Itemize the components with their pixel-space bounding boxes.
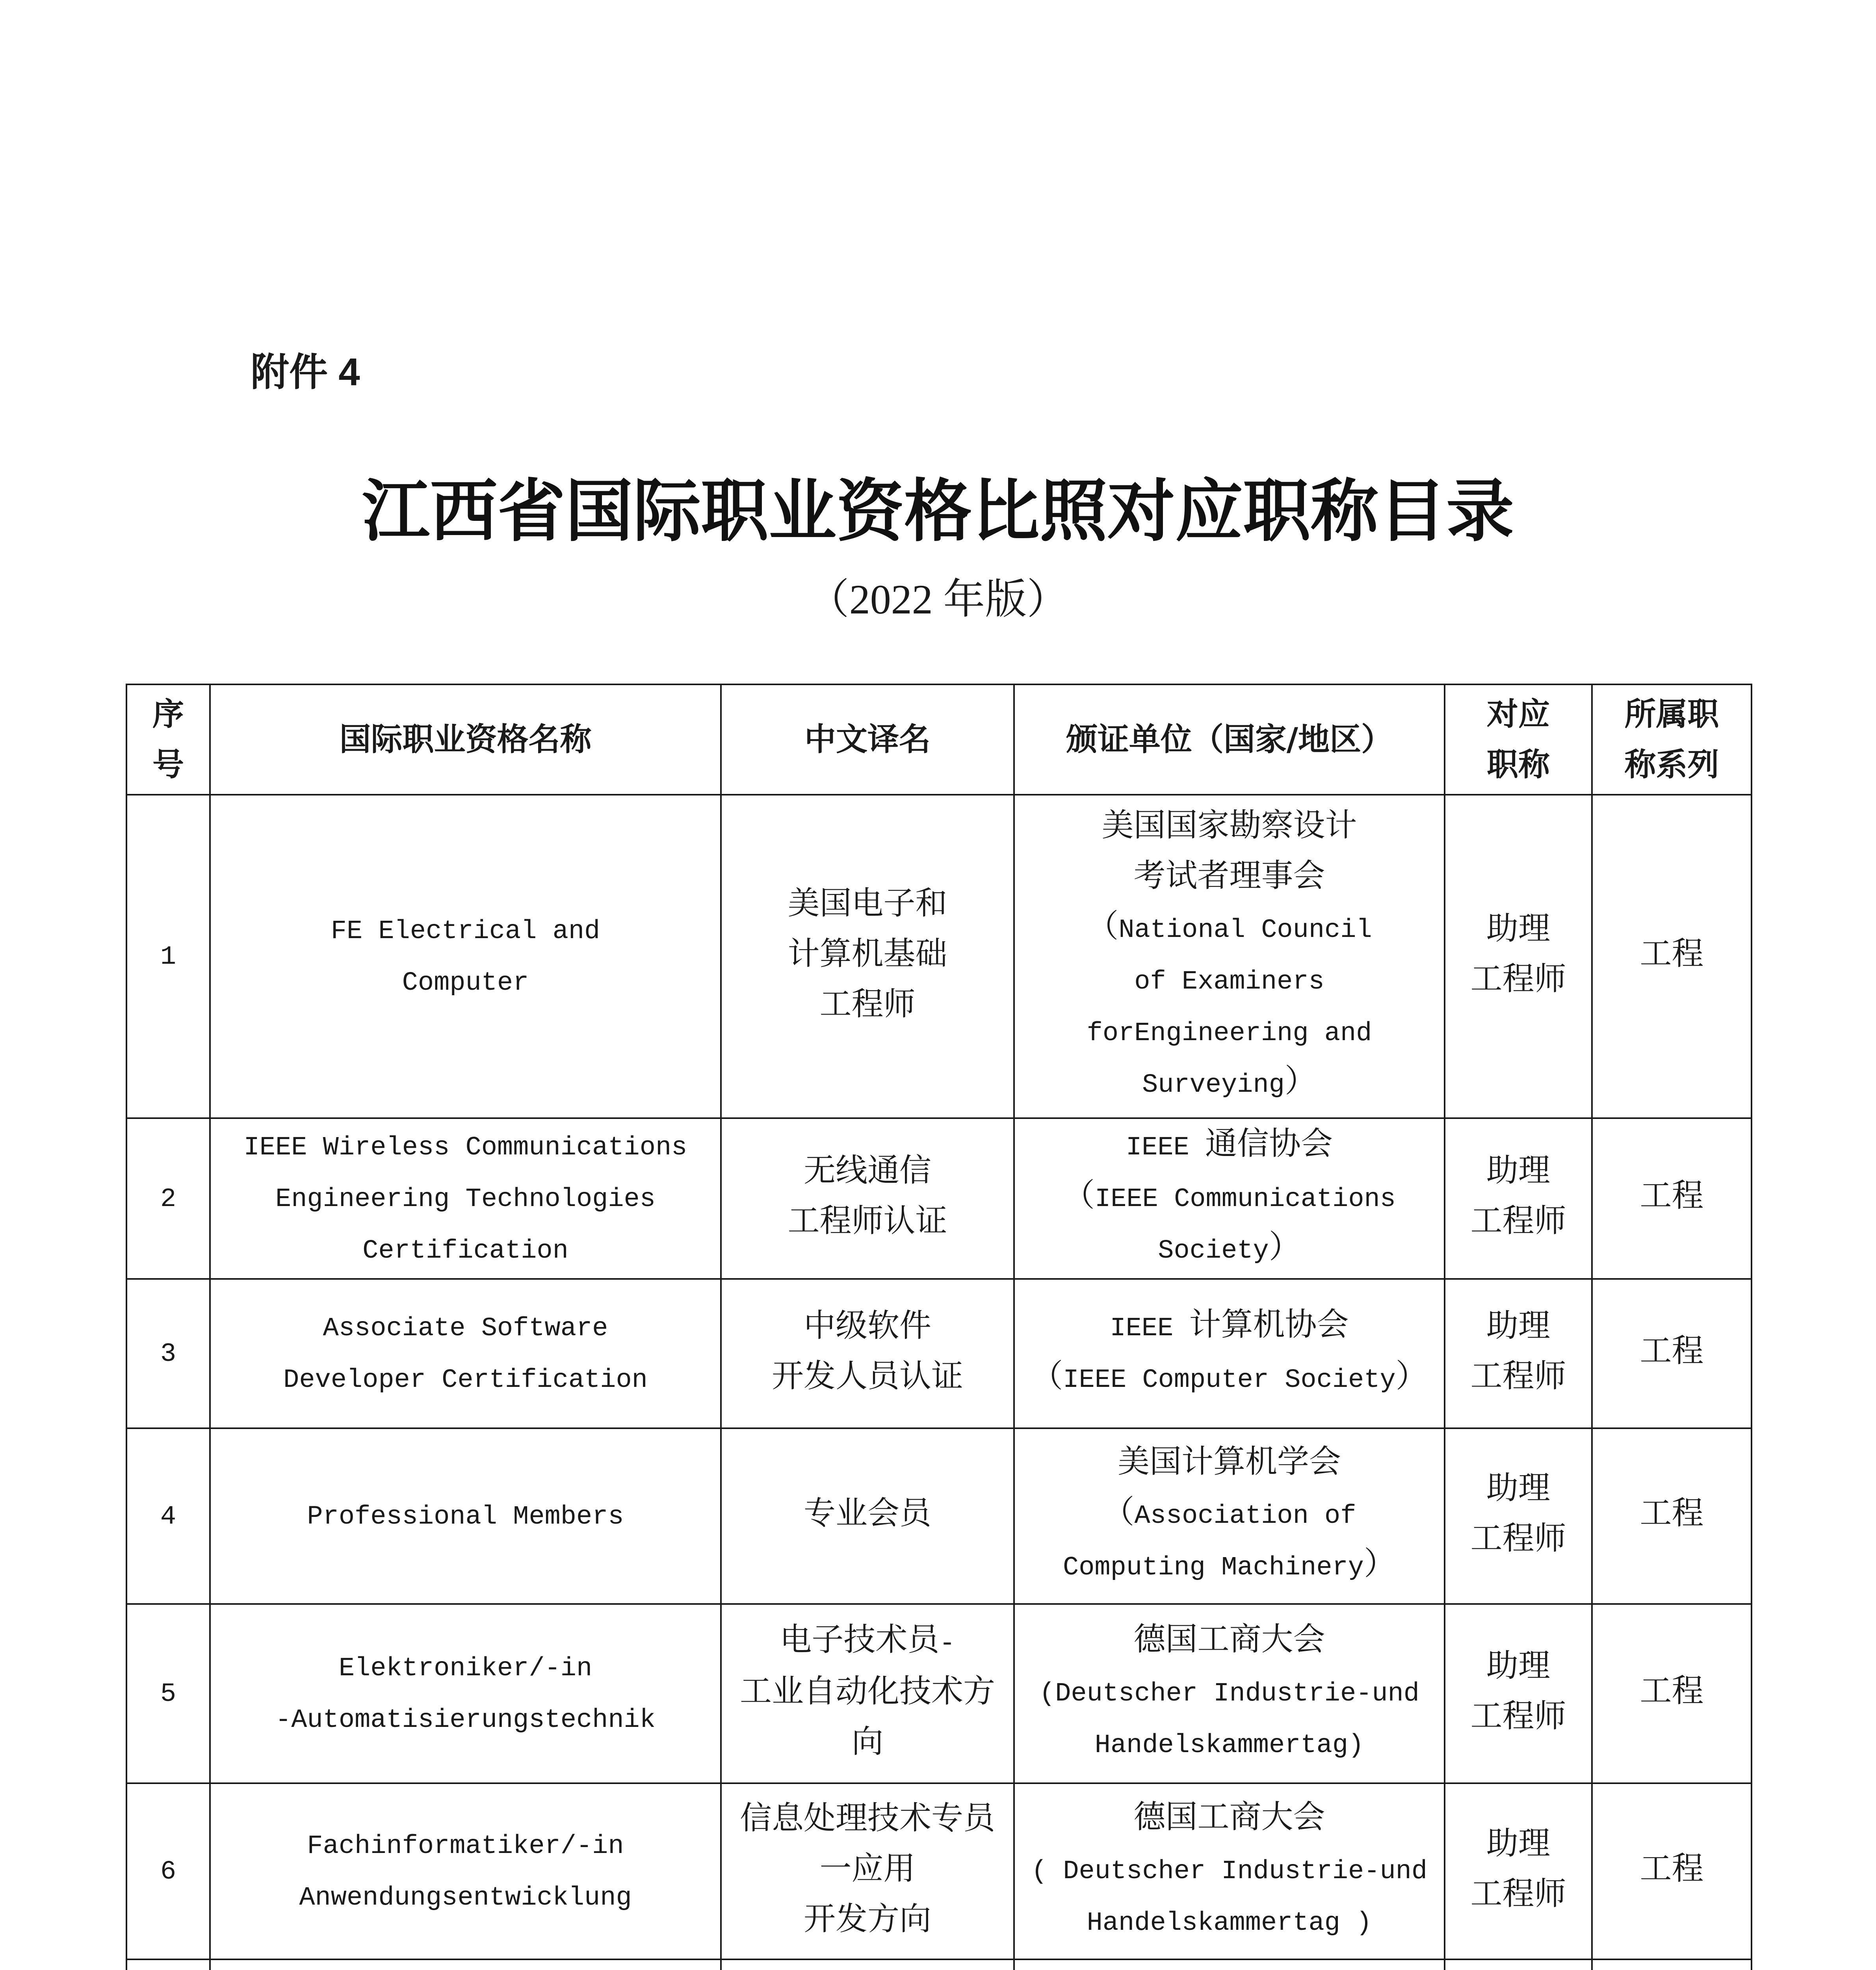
cell-line	[214, 1694, 717, 1745]
cell-chinese-name	[721, 1604, 1014, 1783]
cell-line	[214, 1872, 717, 1923]
cell-line	[214, 1491, 717, 1542]
cell-index	[126, 795, 210, 1118]
cell-chinese-name	[721, 1783, 1014, 1959]
header-cell-chinese-name	[721, 684, 1014, 795]
cell-line: 信息处理技术专员	[739, 1803, 995, 1839]
cell-chinese-name	[721, 1959, 1014, 1970]
cell-line	[1018, 1897, 1441, 1948]
cell-qualification-name	[210, 1428, 721, 1604]
cell-line: （National Council	[1087, 911, 1372, 947]
cell-line: 工程	[1640, 1853, 1704, 1889]
cell-line	[214, 905, 717, 957]
cell-issuer	[1014, 1428, 1445, 1604]
cell-line: 中文译名	[804, 721, 931, 758]
latin-text-run: IEEE	[1126, 1132, 1205, 1163]
header-cell-title-series	[1592, 684, 1752, 795]
cell-index	[126, 1959, 210, 1970]
cell-chinese-name	[721, 1118, 1014, 1279]
latin-text-run: IEEE Wireless Communications	[243, 1132, 687, 1163]
cell-title-series	[1592, 1118, 1752, 1279]
cell-line	[130, 1845, 206, 1897]
table-row	[126, 1783, 1752, 1959]
cell-line: 工程师	[1470, 1206, 1566, 1241]
table-header	[126, 684, 1752, 795]
table-row	[126, 1118, 1752, 1279]
cell-line	[1018, 1719, 1441, 1771]
cell-line: IEEE 计算机协会	[1110, 1309, 1349, 1345]
latin-text-run: Handelskammertag)	[1094, 1730, 1364, 1760]
cell-line: 工程师	[1470, 1701, 1566, 1737]
latin-text-run: 3	[160, 1339, 176, 1369]
cell-index	[126, 1279, 210, 1428]
cell-line: 号	[152, 746, 184, 783]
latin-text-run: of Examiners	[1134, 966, 1324, 997]
latin-text-run: National Council	[1118, 915, 1372, 945]
cell-index	[126, 1428, 210, 1604]
cell-line: 工程师认证	[788, 1206, 947, 1241]
cell-line: 序	[152, 696, 184, 732]
cell-line: 助理	[1486, 1473, 1550, 1509]
latin-text-run: 6	[160, 1857, 176, 1887]
cell-line	[130, 1668, 206, 1719]
cell-qualification-name	[210, 1783, 721, 1959]
cell-line: 工程师	[1470, 1878, 1566, 1914]
latin-text-run: 2	[160, 1184, 176, 1214]
cell-issuer	[1014, 1118, 1445, 1279]
cell-line: 德国工商大会	[1133, 1624, 1325, 1660]
table-body	[126, 795, 1752, 1970]
latin-text-run: FE Electrical and	[331, 916, 600, 946]
cell-issuer	[1014, 1279, 1445, 1428]
latin-text-run: Computer	[402, 968, 529, 998]
cell-line: Society）	[1158, 1231, 1301, 1267]
table-row	[126, 1604, 1752, 1783]
cell-title-series	[1592, 1959, 1752, 1970]
document-title: 江西省国际职业资格比照对应职称目录	[362, 471, 1514, 551]
cell-chinese-name	[721, 795, 1014, 1118]
latin-text-run: ( Deutscher Industrie-und	[1031, 1856, 1428, 1886]
cell-line: 美国电子和	[788, 888, 947, 924]
cell-line: 国际职业资格名称	[339, 721, 592, 758]
cell-line: （IEEE Computer Society）	[1031, 1360, 1428, 1397]
cell-professional-title	[1445, 1118, 1592, 1279]
latin-text-run: Surveying	[1142, 1070, 1285, 1100]
latin-text-run: (Deutscher Industrie-und	[1039, 1678, 1419, 1709]
cell-line: 电子技术员-	[780, 1624, 955, 1660]
cell-line: 所属职	[1624, 696, 1719, 732]
cell-line: 职称	[1487, 746, 1550, 783]
header-cell-professional-title	[1445, 684, 1592, 795]
cell-line	[214, 1302, 717, 1354]
cell-line: 工程	[1640, 1180, 1704, 1216]
document-edition: （2022 年版）	[807, 576, 1069, 623]
latin-text-run: Certification	[362, 1236, 568, 1266]
latin-text-run: 5	[160, 1679, 176, 1709]
latin-text-run: Association of	[1134, 1501, 1356, 1531]
cell-issuer	[1014, 1959, 1445, 1970]
cell-line: 向	[851, 1727, 884, 1762]
table-row	[126, 1959, 1752, 1970]
cell-line: 对应	[1487, 696, 1550, 732]
cell-professional-title	[1445, 795, 1592, 1118]
cell-line	[1018, 955, 1441, 1007]
cell-line	[130, 1328, 206, 1379]
cell-line	[1018, 1667, 1441, 1719]
cell-issuer	[1014, 1783, 1445, 1959]
cell-line: Surveying）	[1142, 1065, 1317, 1102]
cell-line: 德国工商大会	[1133, 1801, 1325, 1838]
latin-text-run: Professional Members	[307, 1502, 624, 1532]
cell-line: 考试者理事会	[1133, 860, 1325, 896]
cell-line: 助理	[1486, 1310, 1550, 1346]
cell-line	[1018, 1007, 1441, 1059]
table-row	[126, 795, 1752, 1118]
table-header-row	[126, 684, 1752, 795]
cell-line: IEEE 通信协会	[1126, 1128, 1333, 1164]
cell-index	[126, 1604, 210, 1783]
latin-text-run: Developer Certification	[283, 1365, 648, 1395]
cell-line: 工业自动化技术方	[739, 1676, 995, 1712]
cell-line	[214, 1820, 717, 1872]
latin-text-run: 4	[160, 1502, 176, 1532]
cell-line: 工程师	[819, 989, 916, 1025]
latin-text-run: Fachinformatiker/-in	[307, 1831, 624, 1861]
cell-index	[126, 1783, 210, 1959]
cell-line: 助理	[1486, 1828, 1550, 1864]
cell-line: 工程	[1640, 1498, 1704, 1534]
cell-title-series	[1592, 1428, 1752, 1604]
cell-qualification-name	[210, 1604, 721, 1783]
cell-line	[130, 931, 206, 982]
latin-text-run: IEEE Computer Society	[1063, 1365, 1396, 1395]
latin-text-run: IEEE	[1110, 1313, 1189, 1344]
cell-chinese-name	[721, 1428, 1014, 1604]
header-cell-issuer	[1014, 684, 1445, 795]
header-cell-qualification-name	[210, 684, 721, 795]
cell-line: 称系列	[1624, 746, 1719, 783]
latin-text-run: Associate Software	[323, 1313, 608, 1344]
cell-line	[1018, 1845, 1441, 1897]
cell-issuer	[1014, 1604, 1445, 1783]
cell-title-series	[1592, 1783, 1752, 1959]
cell-line	[130, 1491, 206, 1542]
cell-line: 工程	[1640, 1335, 1704, 1372]
header-cell-index	[126, 684, 210, 795]
cell-chinese-name	[721, 1279, 1014, 1428]
latin-text-run: Anwendungsentwicklung	[299, 1883, 632, 1913]
cell-line	[214, 1173, 717, 1225]
cell-line: （IEEE Communications	[1063, 1180, 1396, 1216]
latin-text-run: 1	[160, 942, 176, 972]
cell-qualification-name	[210, 1118, 721, 1279]
cell-title-series	[1592, 1279, 1752, 1428]
cell-title-series	[1592, 1604, 1752, 1783]
cell-line	[214, 957, 717, 1008]
cell-professional-title	[1445, 1959, 1592, 1970]
latin-text-run: forEngineering and	[1087, 1018, 1372, 1048]
cell-professional-title	[1445, 1783, 1592, 1959]
cell-line: 计算机基础	[788, 938, 947, 974]
latin-text-run: Elektroniker/-in	[338, 1653, 593, 1684]
attachment-label: 附件 4	[251, 350, 360, 394]
cell-line: 美国国家勘察设计	[1101, 810, 1357, 846]
cell-line: 中级软件	[803, 1310, 931, 1346]
latin-text-run: Computing Machinery	[1063, 1553, 1364, 1583]
cell-line	[130, 1173, 206, 1225]
cell-issuer	[1014, 795, 1445, 1118]
cell-qualification-name	[210, 795, 721, 1118]
cell-qualification-name	[210, 1959, 721, 1970]
cell-line: Computing Machinery）	[1063, 1548, 1396, 1584]
cell-line: 助理	[1486, 1650, 1550, 1686]
cell-line: 一应用	[819, 1853, 916, 1889]
cell-professional-title	[1445, 1279, 1592, 1428]
cell-index	[126, 1118, 210, 1279]
latin-text-run: Engineering Technologies	[275, 1184, 656, 1214]
cell-line	[214, 1642, 717, 1694]
cell-line: 工程	[1640, 1675, 1704, 1712]
cell-professional-title	[1445, 1428, 1592, 1604]
table-row	[126, 1428, 1752, 1604]
qualification-table	[126, 684, 1752, 1970]
cell-line: 开发方向	[803, 1903, 931, 1940]
cell-title-series	[1592, 795, 1752, 1118]
cell-line: 工程师	[1470, 963, 1566, 1000]
cell-line: 助理	[1486, 1155, 1550, 1191]
cell-line: 专业会员	[803, 1498, 931, 1534]
cell-line: 工程师	[1470, 1523, 1566, 1559]
latin-text-run: -Automatisierungstechnik	[275, 1705, 656, 1735]
cell-professional-title	[1445, 1604, 1592, 1783]
cell-line	[214, 1121, 717, 1173]
cell-line: 工程	[1640, 938, 1704, 974]
latin-text-run: Society	[1158, 1236, 1269, 1266]
cell-line: 助理	[1486, 913, 1550, 949]
cell-line: 无线通信	[803, 1155, 931, 1191]
cell-line	[214, 1225, 717, 1276]
cell-line: 美国计算机学会	[1117, 1446, 1341, 1482]
cell-line: 开发人员认证	[771, 1360, 963, 1397]
latin-text-run: IEEE Communications	[1095, 1184, 1396, 1214]
latin-text-run: Handelskammertag )	[1087, 1908, 1372, 1938]
table-row	[126, 1279, 1752, 1428]
cell-line: 颁证单位（国家/地区）	[1066, 721, 1393, 758]
latin-text-run: -	[939, 1629, 955, 1659]
cell-qualification-name	[210, 1279, 721, 1428]
cell-line	[214, 1354, 717, 1405]
cell-line: （Association of	[1102, 1497, 1356, 1533]
cell-line: 工程师	[1470, 1360, 1566, 1397]
